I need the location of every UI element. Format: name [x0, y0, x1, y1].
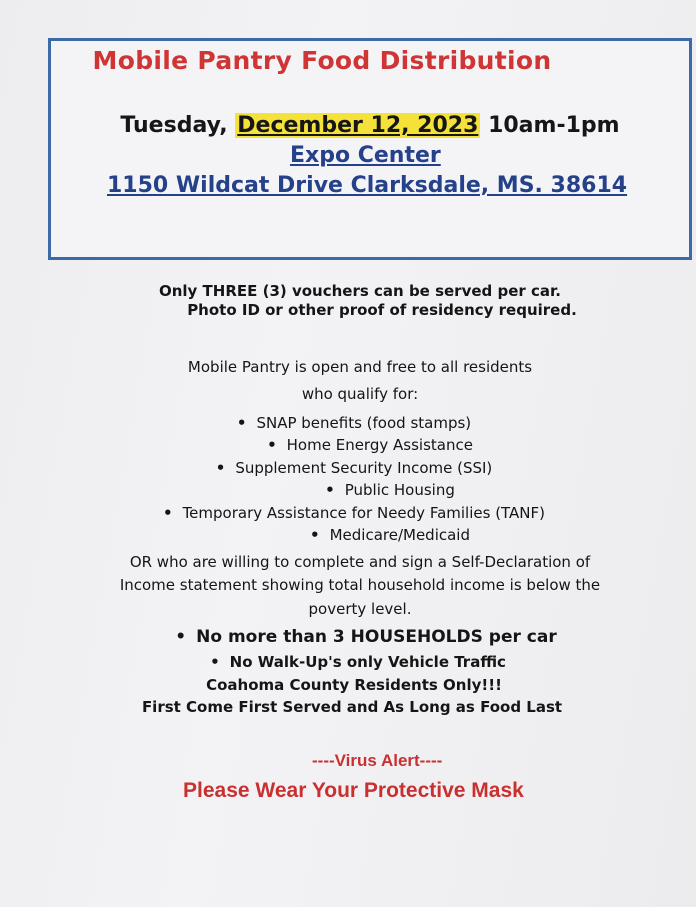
self-declaration-2: Income statement showing total household income is below the	[119, 576, 601, 594]
event-date-line	[0, 113, 696, 138]
eligibility-item: • Home Energy Assistance	[10, 436, 696, 454]
event-day: Tuesday,	[120, 113, 228, 138]
vouchers-rule: Only THREE (3) vouchers can be served per car.	[158, 282, 561, 300]
eligibility-item: • Temporary Assistance for Needy Families (TANF)	[0, 504, 696, 522]
walkups-note: • No Walk-Up's only Vehicle Traffic	[0, 653, 696, 671]
event-time: 10am-1pm	[488, 113, 620, 138]
mask-notice: Please Wear Your Protective Mask	[183, 779, 524, 802]
virus-alert-heading: ----Virus Alert----	[312, 751, 443, 770]
eligibility-item: • Supplement Security Income (SSI)	[0, 459, 696, 477]
self-declaration-1: OR who are willing to complete and sign a Self-Declaration of	[129, 553, 591, 571]
event-date: December 12, 2023	[237, 113, 479, 138]
county-note: Coahoma County Residents Only!!!	[206, 676, 502, 694]
eligibility-item: • Medicare/Medicaid	[30, 526, 696, 544]
households-note: • No more than 3 HOUSEHOLDS per car	[6, 627, 696, 647]
eligibility-item: • Public Housing	[30, 481, 696, 499]
photo-id-rule: Photo ID or other proof of residency required.	[187, 301, 577, 319]
eligibility-item: • SNAP benefits (food stamps)	[0, 414, 696, 432]
eligibility-intro-2: who qualify for:	[301, 385, 419, 403]
eligibility-intro-1: Mobile Pantry is open and free to all residents	[187, 358, 533, 376]
self-declaration-3: poverty level.	[308, 600, 412, 618]
event-address: 1150 Wildcat Drive Clarksdale, MS. 38614	[107, 173, 628, 198]
event-venue: Expo Center	[290, 143, 441, 168]
first-come-note: First Come First Served and As Long as Food Last	[141, 698, 563, 716]
flyer-title: Mobile Pantry Food Distribution	[92, 46, 552, 75]
